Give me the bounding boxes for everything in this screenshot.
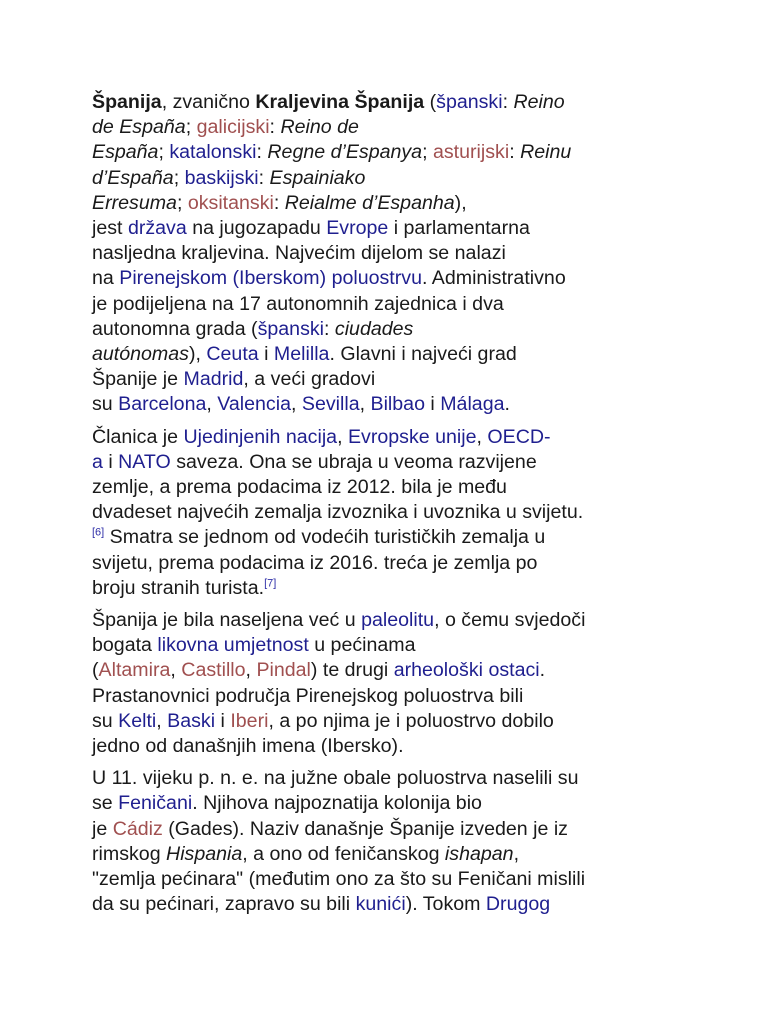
wiki-link[interactable]: Ujedinjenih nacija [183,425,338,448]
wiki-link[interactable]: španski [436,91,503,113]
text-run: : [324,317,335,340]
text-run: Prastanovnici područja Pirenejskog poluostrva bili [92,684,524,707]
wiki-link[interactable]: Bilbao [370,393,425,416]
text-run: Kraljevina Španija [255,91,425,113]
text-run: ciudades [334,317,414,340]
text-line [92,892,692,917]
wiki-link[interactable]: Evrope [326,217,389,240]
text-run: su [92,709,119,732]
text-run: je podijeljena na 17 autonomnih zajednica i dva [92,292,504,315]
text-run: ; [173,166,185,189]
text-run: Reinu [520,141,572,164]
text-run: , zvanično [161,91,256,113]
text-line [92,766,692,791]
wiki-link[interactable]: a [92,450,103,473]
article-body [92,90,692,918]
text-run: , [206,393,218,416]
text-run: : [258,166,270,189]
text-run: Hispania [166,842,243,865]
text-run: . [504,393,510,416]
text-run: : [273,191,285,214]
wiki-link[interactable]: Málaga [440,393,505,416]
text-run: broju stranih turista. [92,576,265,599]
wiki-link[interactable]: NATO [118,450,171,473]
text-run: svijetu, prema podacima iz 2016. treća je zemlja po [92,551,538,574]
text-line [92,734,692,759]
wiki-link[interactable]: Ceuta [206,343,259,366]
wiki-link[interactable]: Evropske unije [347,425,477,448]
text-run: ) te drugi [310,659,394,682]
paragraph [92,608,692,759]
text-run: Reialme d’Espanha [284,191,455,214]
text-run: zemlje, a prema podacima iz 2012. bila je među [92,476,507,499]
text-run: se [92,792,119,815]
text-run: Španija je bila naseljena već u [92,609,362,632]
text-run: dvadeset najvećih zemalja izvoznika i uvoznika u svijetu. [92,501,584,524]
text-run: : [256,141,268,164]
wiki-link[interactable]: Valencia [217,393,291,416]
wiki-link[interactable]: likovna umjetnost [157,634,309,657]
text-run: na jugozapadu [186,217,327,240]
text-line [92,115,692,140]
text-line [92,525,692,550]
text-run: i [102,450,119,473]
text-run: "zemlja pećinara" (međutim ono za što su Feničani mislili [92,868,586,891]
text-run: : [502,91,514,113]
text-run: : [269,116,281,139]
wiki-link[interactable]: Madrid [183,368,244,391]
wiki-link[interactable]: Feničani [118,792,193,815]
wiki-link[interactable]: Pirenejskom (Iberskom) poluostrvu [119,267,422,290]
text-run: jedno od današnjih imena (Ibersko). [92,735,404,758]
text-line [92,241,692,266]
text-line [92,633,692,658]
text-run: , a po njima je i poluostrvo dobilo [268,709,554,732]
text-line [92,608,692,633]
text-run: : [509,141,521,164]
wiki-link[interactable]: španski [257,317,325,340]
text-run: u pećinama [308,634,416,657]
text-line [92,216,692,241]
citation-link[interactable]: [7] [264,577,277,590]
text-run: Španije je [92,368,184,391]
text-run: . [539,659,546,682]
text-run: , [359,393,371,416]
text-run: i parlamentarna [388,217,530,240]
wiki-link[interactable]: kunići [355,893,406,916]
text-run: jest [92,217,128,240]
wiki-link[interactable]: Cádiz [112,817,163,840]
text-line [92,791,692,816]
text-run: saveza. Ona se ubraja u veoma razvijene [170,450,537,473]
text-run: . Njihova najpoznatija kolonija bio [192,792,482,815]
text-line [92,684,692,709]
wiki-link[interactable]: Kelti [118,709,157,732]
text-line [92,342,692,367]
wiki-link[interactable]: Castillo [181,659,246,682]
text-run: ( [424,91,437,113]
text-run: ; [185,116,197,139]
text-run: su [92,393,119,416]
text-run: , [337,425,348,448]
wiki-link[interactable]: Drugog [485,893,551,916]
text-run: , [290,393,302,416]
text-line [92,551,692,576]
text-run: Espainiako [269,166,366,189]
text-run: Članica je [92,425,184,448]
text-run: . Glavni i najveći grad [329,343,517,366]
text-run: ; [158,141,170,164]
wiki-link[interactable]: Pindal [256,659,311,682]
text-line [92,450,692,475]
text-run: ), [454,191,467,214]
text-line [92,292,692,317]
text-run: autonomna grada ( [92,317,258,340]
wiki-link[interactable]: paleolitu [361,609,435,632]
text-line [92,90,692,115]
text-run: ; [176,191,188,214]
text-run: , [476,425,488,448]
wiki-link[interactable]: Sevilla [301,393,360,416]
text-line [92,367,692,392]
wiki-link[interactable]: OECD- [487,425,551,448]
text-run: ). Tokom [405,893,486,916]
citation-link[interactable]: [6] [92,526,105,539]
text-line [92,842,692,867]
wiki-link[interactable]: država [127,217,187,240]
text-line [92,425,692,450]
text-line [92,867,692,892]
wiki-link[interactable]: galicijski [196,116,270,139]
paragraph [92,90,692,418]
text-run: (Gades). Naziv današnje Španije izveden je iz [162,817,568,840]
text-run: de España [92,116,186,139]
text-run: Erresuma [92,191,177,214]
text-line [92,658,692,683]
text-run: , a ono od feničanskog [242,842,445,865]
text-run: Regne d’Espanya [267,141,423,164]
text-run: nasljedna kraljevina. Najvećim dijelom se nalazi [92,242,506,265]
wiki-link[interactable]: Barcelona [118,393,207,416]
wiki-link[interactable]: asturijski [432,141,510,164]
wiki-link[interactable]: Iberi [230,709,269,732]
text-run: ( [92,659,99,682]
text-line [92,475,692,500]
text-run: Smatra se jednom od vodećih turističkih zemalja u [104,526,546,549]
text-run: , [513,842,520,865]
text-run: i [424,393,441,416]
text-run: rimskog [92,842,167,865]
text-line [92,817,692,842]
text-run: Reino [513,91,565,113]
text-run: i [215,709,231,732]
text-run: ishapan [444,842,514,865]
text-run: na [92,267,120,290]
text-run: U 11. vijeku p. n. e. na južne obale poluostrva naselili su [92,767,579,790]
text-run: Reino de [280,116,359,139]
text-line [92,266,692,291]
text-run: , [245,659,257,682]
wiki-link[interactable]: katalonski [169,141,257,164]
text-run: autónomas [92,343,189,366]
paragraph [92,766,692,917]
wiki-link[interactable]: Melilla [273,343,330,366]
text-run: España [92,141,159,164]
text-run: , [170,659,182,682]
text-run: , a veći gradovi [243,368,376,391]
text-run: i [258,343,274,366]
text-line [92,166,692,191]
text-line [92,709,692,734]
text-run: d’España [92,166,174,189]
text-run: ), [188,343,207,366]
wiki-link[interactable]: Baski [167,709,216,732]
text-run: Španija [92,91,162,113]
text-run: da su pećinari, zapravo su bili [92,893,356,916]
text-run: , o čemu svjedoči [434,609,586,632]
text-run: , [156,709,168,732]
text-run: ; [422,141,433,164]
wiki-link[interactable]: oksitanski [187,191,274,214]
paragraph [92,425,692,601]
wiki-link[interactable]: arheološki ostaci [393,659,540,682]
text-line [92,500,692,525]
text-line [92,317,692,342]
text-line [92,576,692,601]
text-run: . Administrativno [421,267,566,290]
text-line [92,392,692,417]
text-line [92,191,692,216]
wiki-link[interactable]: Altamira [98,659,171,682]
text-line [92,140,692,165]
wiki-link[interactable]: baskijski [184,166,259,189]
text-run: je [92,817,113,840]
text-run: bogata [92,634,158,657]
